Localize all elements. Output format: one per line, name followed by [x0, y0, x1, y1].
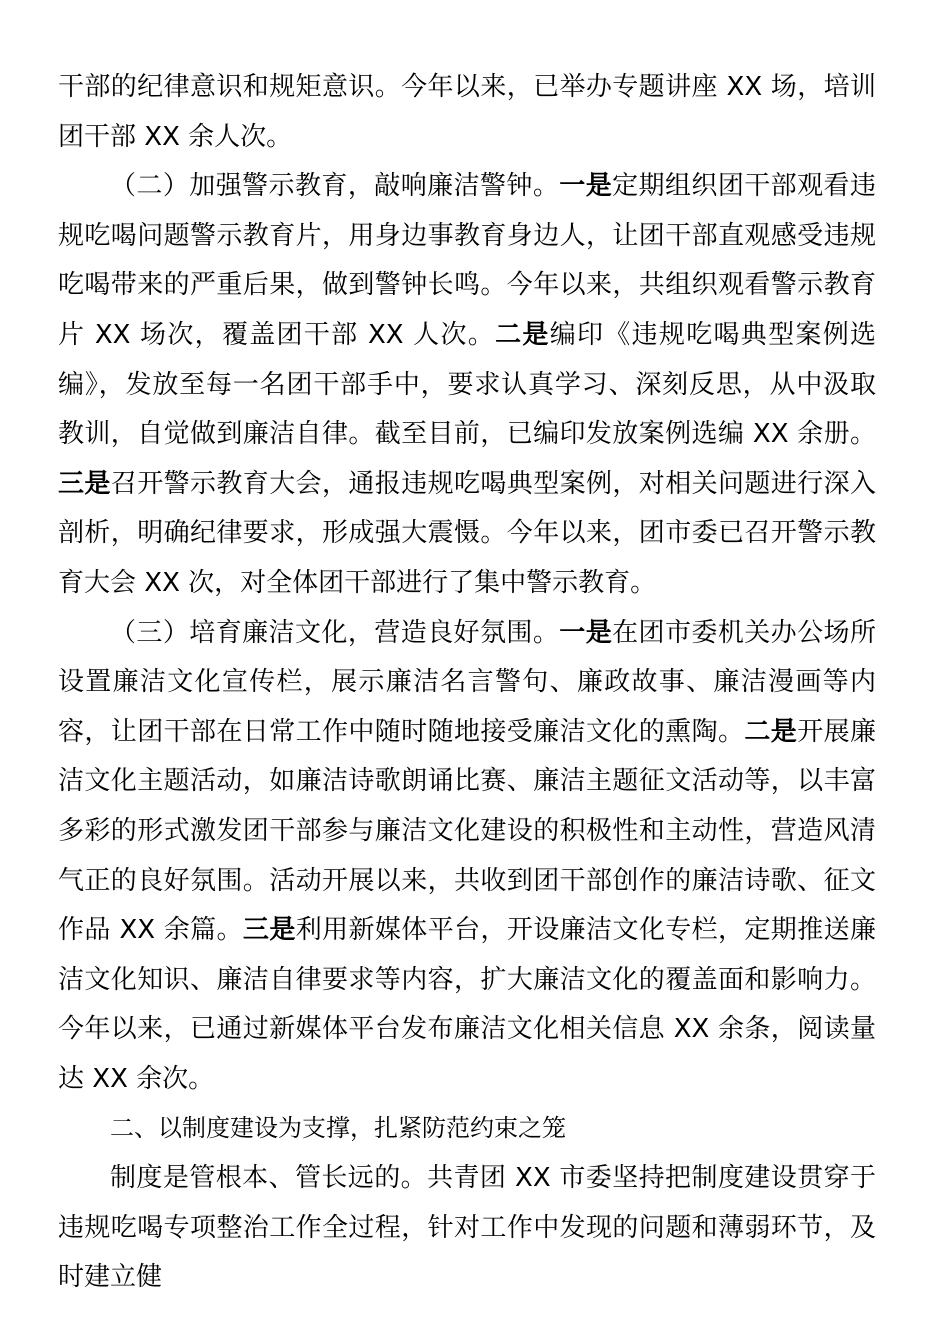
text-segment: 在团市委机关办公场所设置廉洁文化宣传栏，展示廉洁名言警句、廉政故事、廉洁漫画等内容，让团干部在日常工作中随时随地接受廉洁文化的熏陶。: [58, 617, 876, 747]
text-segment: 干部的纪律意识和规矩意识。今年以来，已举办专题讲座 XX 场，培训团干部 XX 余人次。: [58, 72, 876, 152]
section-title-3: （三）培育廉洁文化，营造良好氛围。: [110, 617, 560, 648]
document-page: [58, 63, 876, 1303]
section-title-2: （二）加强警示教育，敲响廉洁警钟。: [110, 171, 560, 202]
text-segment: 编印《违规吃喝典型案例选编》，发放至每一名团干部手中，要求认真学习、深刻反思，从中汲取教训，自觉做到廉洁自律。截至目前，已编印发放案例选编 XX 余册。: [58, 319, 876, 450]
bold-marker-first: 一是: [559, 617, 613, 648]
text-segment: 利用新媒体平台，开设廉洁文化专栏，定期推送廉洁文化知识、廉洁自律要求等内容，扩大廉洁文化的覆盖面和影响力。今年以来，已通过新媒体平台发布廉洁文化相关信息 XX 余条，阅读量达 XX 余次。: [58, 915, 876, 1094]
text-segment: 召开警示教育大会，通报违规吃喝典型案例，对相关问题进行深入剖析，明确纪律要求，形成强大震慑。今年以来，团市委已召开警示教育大会 XX 次，对全体团干部进行了集中警示教育。: [58, 468, 876, 598]
paragraph-clean-culture: [58, 609, 876, 1105]
bold-marker-second: 二是: [744, 716, 798, 747]
section-heading: [58, 1104, 876, 1154]
paragraph-system-building: [58, 1154, 876, 1303]
bold-marker-second: 二是: [495, 319, 550, 350]
heading-text: 二、以制度建设为支撑，扎紧防范约束之笼: [110, 1114, 566, 1143]
paragraph-warning-education: [58, 162, 876, 608]
bold-marker-third: 三是: [242, 915, 296, 946]
bold-marker-third: 三是: [58, 468, 111, 499]
paragraph-continued: [58, 63, 876, 162]
text-segment: 制度是管根本、管长远的。共青团 XX 市委坚持把制度建设贯穿于违规吃喝专项整治工作全过程，针对工作中发现的问题和薄弱环节，及时建立健: [58, 1163, 876, 1293]
text-segment: 定期组织团干部观看违规吃喝问题警示教育片，用身边事教育身边人，让团干部直观感受违规吃喝带来的严重后果，做到警钟长鸣。今年以来，共组织观看警示教育片 XX 场次，覆盖团干部 XX 人次。: [58, 171, 876, 350]
bold-marker-first: 一是: [559, 171, 613, 202]
text-segment: 开展廉洁文化主题活动，如廉洁诗歌朗诵比赛、廉洁主题征文活动等，以丰富多彩的形式激发团干部参与廉洁文化建设的积极性和主动性，营造风清气正的良好氛围。活动开展以来，共收到团干部创作的廉洁诗歌、征文作品 XX 余篇。: [58, 716, 876, 946]
